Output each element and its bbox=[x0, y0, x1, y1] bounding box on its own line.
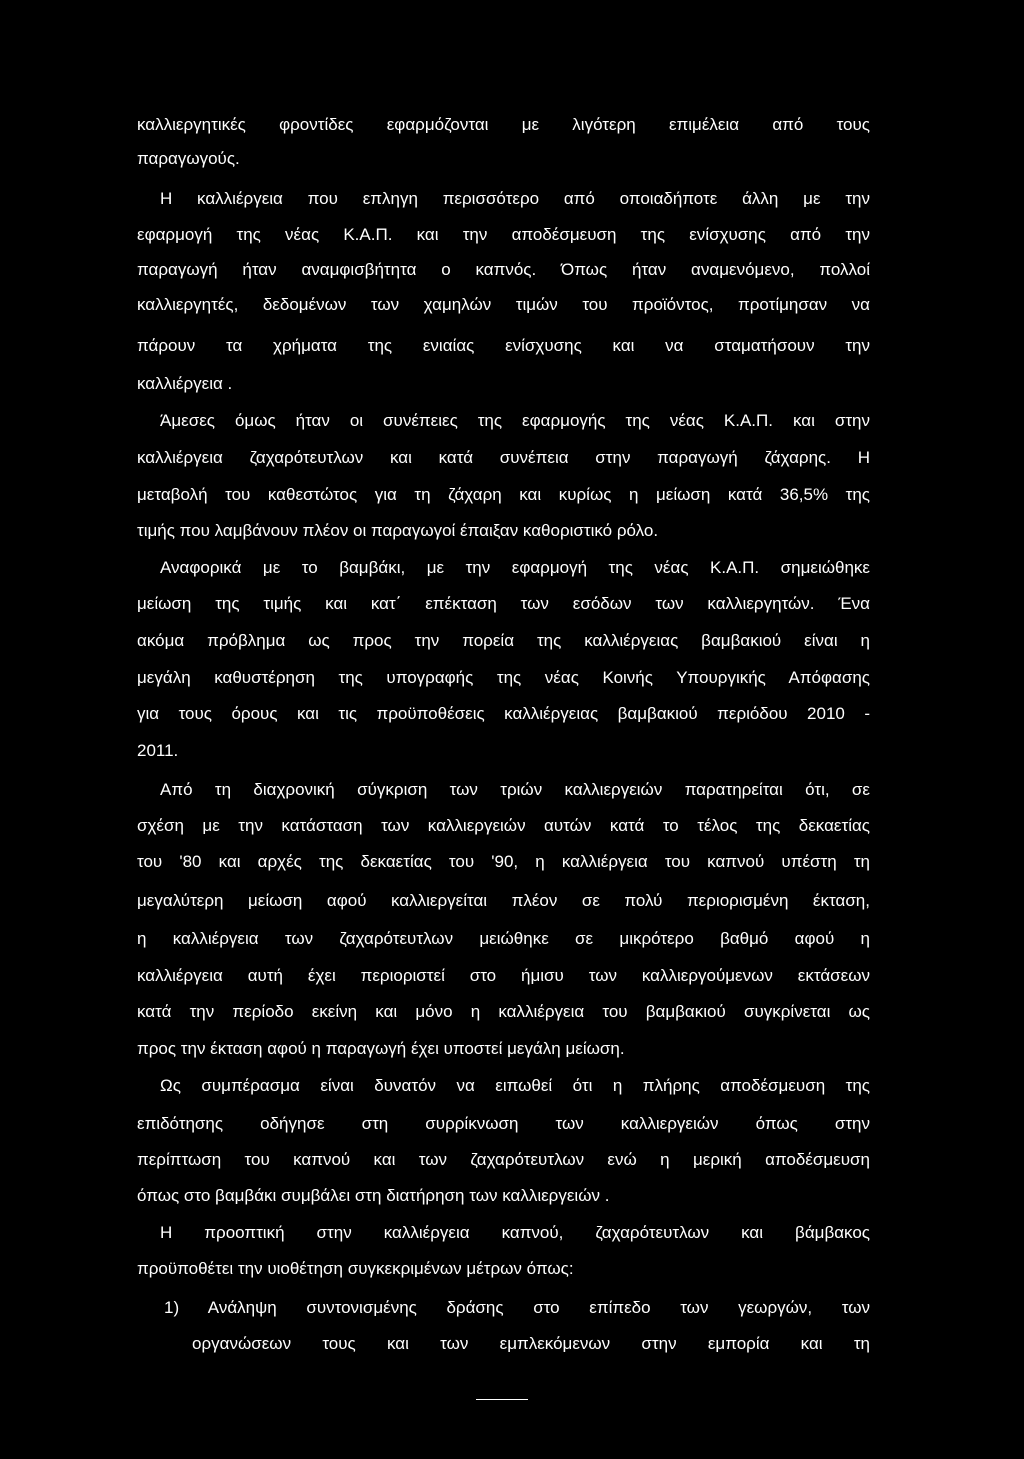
text-line: του '80 και αρχές της δεκαετίας του '90, η καλλιέργεια του καπνού υπέστη τη bbox=[137, 852, 870, 871]
text-line: προϋποθέτει την υιοθέτηση συγκεκριμένων μέτρων όπως: bbox=[137, 1259, 574, 1278]
list-item-continuation: οργανώσεων τους και των εμπλεκόμενων στην εμπορία και τη bbox=[192, 1334, 870, 1353]
text-line: καλλιεργητικές φροντίδες εφαρμόζονται με λιγότερη επιμέλεια από τους bbox=[137, 115, 870, 134]
text-line: πάρουν τα χρήματα της ενιαίας ενίσχυσης και να σταματήσουν την bbox=[137, 336, 870, 355]
text-line: σχέση με την κατάσταση των καλλιεργειών αυτών κατά το τέλος της δεκαετίας bbox=[137, 816, 870, 835]
text-line: καλλιέργεια αυτή έχει περιοριστεί στο ήμισυ των καλλιεργούμενων εκτάσεων bbox=[137, 966, 870, 985]
text-line: Αναφορικά με το βαμβάκι, με την εφαρμογή της νέας Κ.Α.Π. σημειώθηκε bbox=[160, 558, 870, 577]
text-line: παραγωγούς. bbox=[137, 149, 240, 168]
text-line: Η καλλιέργεια που επληγη περισσότερο από οποιαδήποτε άλλη με την bbox=[160, 189, 870, 208]
text-line: κατά την περίοδο εκείνη και μόνο η καλλιέργεια του βαμβακιού συγκρίνεται ως bbox=[137, 1002, 870, 1021]
text-line: παραγωγή ήταν αναμφισβήτητα ο καπνός. Όπως ήταν αναμενόμενο, πολλοί bbox=[137, 260, 870, 279]
page-footer-rule bbox=[476, 1399, 528, 1400]
text-line: όπως στο βαμβάκι συμβάλει στη διατήρηση των καλλιεργειών . bbox=[137, 1186, 610, 1205]
text-line: ακόμα πρόβλημα ως προς την πορεία της καλλιέργειας βαμβακιού είναι η bbox=[137, 631, 870, 650]
text-line: για τους όρους και τις προϋποθέσεις καλλιέργειας βαμβακιού περιόδου 2010 - bbox=[137, 704, 870, 723]
text-line: 2011. bbox=[137, 741, 179, 760]
text-line: περίπτωση του καπνού και των ζαχαρότευτλων ενώ η μερική αποδέσμευση bbox=[137, 1150, 870, 1169]
text-line: επιδότησης οδήγησε στη συρρίκνωση των καλλιεργειών όπως στην bbox=[137, 1114, 870, 1133]
text-line: προς την έκταση αφού η παραγωγή έχει υποστεί μεγάλη μείωση. bbox=[137, 1039, 625, 1058]
text-line: μεγάλη καθυστέρηση της υπογραφής της νέας Κοινής Υπουργικής Απόφασης bbox=[137, 668, 870, 687]
text-line: καλλιέργεια ζαχαρότευτλων και κατά συνέπεια στην παραγωγή ζάχαρης. Η bbox=[137, 448, 870, 467]
list-item: 1) Ανάληψη συντονισμένης δράσης στο επίπεδο των γεωργών, των bbox=[164, 1298, 870, 1317]
text-line: η καλλιέργεια των ζαχαρότευτλων μειώθηκε σε μικρότερο βαθμό αφού η bbox=[137, 929, 870, 948]
text-line: Άμεσες όμως ήταν οι συνέπειες της εφαρμογής της νέας Κ.Α.Π. και στην bbox=[160, 411, 870, 430]
text-line: καλλιεργητές, δεδομένων των χαμηλών τιμών του προϊόντος, προτίμησαν να bbox=[137, 295, 870, 314]
text-line: τιμής που λαμβάνουν πλέον οι παραγωγοί έπαιξαν καθοριστικό ρόλο. bbox=[137, 521, 659, 540]
text-line: εφαρμογή της νέας Κ.Α.Π. και την αποδέσμευση της ενίσχυσης από την bbox=[137, 225, 870, 244]
text-line: Η προοπτική στην καλλιέργεια καπνού, ζαχαρότευτλων και βάμβακος bbox=[160, 1223, 870, 1242]
text-line: Από τη διαχρονική σύγκριση των τριών καλλιεργειών παρατηρείται ότι, σε bbox=[160, 780, 870, 799]
text-line: μείωση της τιμής και κατ΄ επέκταση των εσόδων των καλλιεργητών. Ένα bbox=[137, 594, 870, 613]
text-line: καλλιέργεια . bbox=[137, 374, 233, 393]
text-line: μεταβολή του καθεστώτος για τη ζάχαρη και κυρίως η μείωση κατά 36,5% της bbox=[137, 485, 870, 504]
text-line: Ως συμπέρασμα είναι δυνατόν να ειπωθεί ότι η πλήρης αποδέσμευση της bbox=[160, 1076, 870, 1095]
text-line: μεγαλύτερη μείωση αφού καλλιεργείται πλέον σε πολύ περιορισμένη έκταση, bbox=[137, 891, 870, 910]
